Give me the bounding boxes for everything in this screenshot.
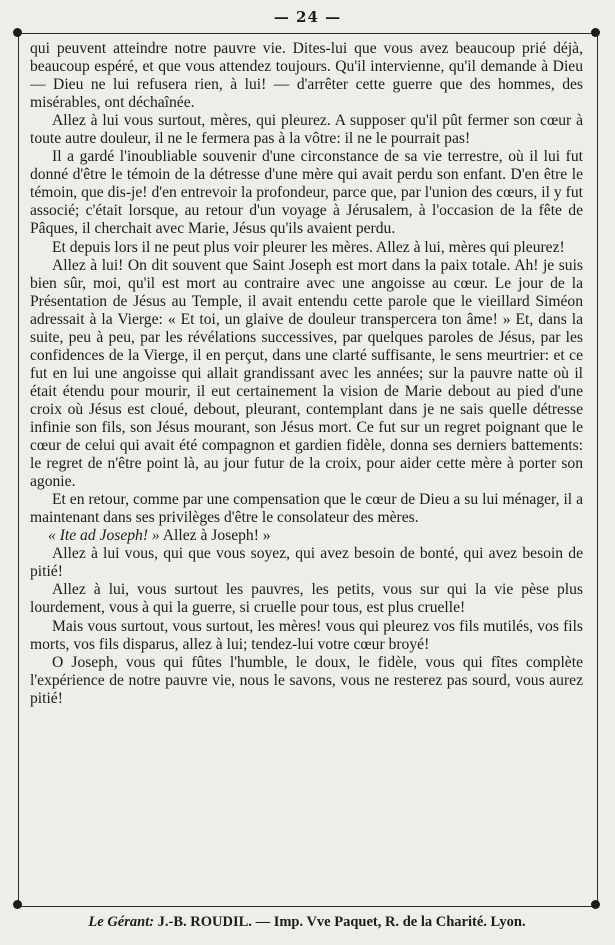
page-number: — 24 — [273,8,342,26]
paragraph-8: Allez à lui, vous surtout les pauvres, les petits, vous sur qui la vie pèse plus lourdement, vous à qui la guerre, si cruelle pour tous, est plus cruelle! [30,581,583,617]
paragraph-6: Et en retour, comme par une compensation que le cœur de Dieu a su lui ménager, il a maintenant dans ses privilèges d'être le consolateur des mères. [30,491,583,527]
corner-ornament-bottom-left [13,900,22,909]
article-body [30,40,583,898]
paragraph-2: Allez à lui vous surtout, mères, qui pleurez. A supposer qu'il pût fermer son cœur à toute autre douleur, il ne le fermera pas à la vôtre: il ne le pourrait pas! [30,112,583,148]
paragraph-1: qui peuvent atteindre notre pauvre vie. Dites-lui que vous avez beaucoup prié déjà, beaucoup espéré, et que vous attendez toujours. Qu'il intervienne, qu'il demande à Dieu — Dieu ne lui refusera rien, à lui! — d'arrêter cette guerre que des hommes, des misérables, ont déchaînée. [30,40,583,112]
paragraph-4: Et depuis lors il ne peut plus voir pleurer les mères. Allez à lui, mères qui pleurez! [52,238,565,256]
paragraph-7: Allez à lui vous, qui que vous soyez, qui avez besoin de bonté, qui avez besoin de pitié! [30,545,583,581]
gerant-label: Le Gérant: [88,914,155,930]
paragraph-5: Allez à lui! On dit souvent que Saint Joseph est mort dans la paix totale. Ah! je suis bien sûr, moi, qu'il est mort au contraire avec une angoisse au cœur. Le jour de la Présentation de Jésus au Temple, il avait entendu cette parole que le vieillard Siméon adressait à la Vierge: « Et toi, un glaive de douleur transpercera ton âme! » Et, dans la suite, peu à peu, par les révélations successives, par quelques paroles de Jésus, par les confidences de la Vierge, il en perçut, dans une clarté suffisante, le sens meurtrier: et ce fut en lui une angoisse qui allait grandissant avec les années; sur la pauvre natte où il était étendu pour mourir, il eut certainement la vision de Marie debout au pied d'une croix où Jésus est cloué, debout, pleurant, contemplant dans je ne sais quelle détresse infinie son fils, son Jésus mourant, son Jésus mort. Ce fut sur un regret poignant que le cœur de celui qui avait été compagnon et gardien fidèle, donna ses derniers battements: le regret de n'être point là, au jour futur de la croix, pour aider cette mère à porter son agonie. [30,256,583,491]
quote-latin: « Ite ad Joseph! » [48,527,160,545]
printer-info: — Imp. Vve Paquet, R. de la Charité. Lyon. [255,914,526,930]
corner-ornament-bottom-right [591,900,600,909]
paragraph-10: O Joseph, vous qui fûtes l'humble, le doux, le fidèle, vous qui fîtes complète l'expérience de notre pauvre vie, nous le savons, vous ne resterez pas sourd, vous aurez pitié! [30,653,583,707]
quote-line [30,527,583,545]
paragraph-9: Mais vous surtout, vous surtout, les mères! vous qui pleurez vos fils mutilés, vos fils morts, vos fils disparus, allez à lui; tendez-lui votre cœur broyé! [30,617,583,653]
paragraph-3: Il a gardé l'inoubliable souvenir d'une circonstance de sa vie terrestre, où il lui fut donné d'être le témoin de la détresse d'une mère qui avait perdu son enfant. D'en être le témoin, que dis-je! d'en entrevoir la profondeur, parce que, par l'union des cœurs, il y fut associé; c'était lorsque, au retour d'un voyage à Jérusalem, à l'occasion de la fête de Pâques, il cherchait avec Marie, Jésus qu'ils avaient perdu. [30,148,583,238]
gerant-name: J.-B. ROUDIL. [157,914,252,930]
corner-ornament-top-right [591,28,600,37]
imprint-footer [18,914,596,931]
corner-ornament-top-left [13,28,22,37]
quote-french: Allez à Joseph! » [162,527,271,545]
